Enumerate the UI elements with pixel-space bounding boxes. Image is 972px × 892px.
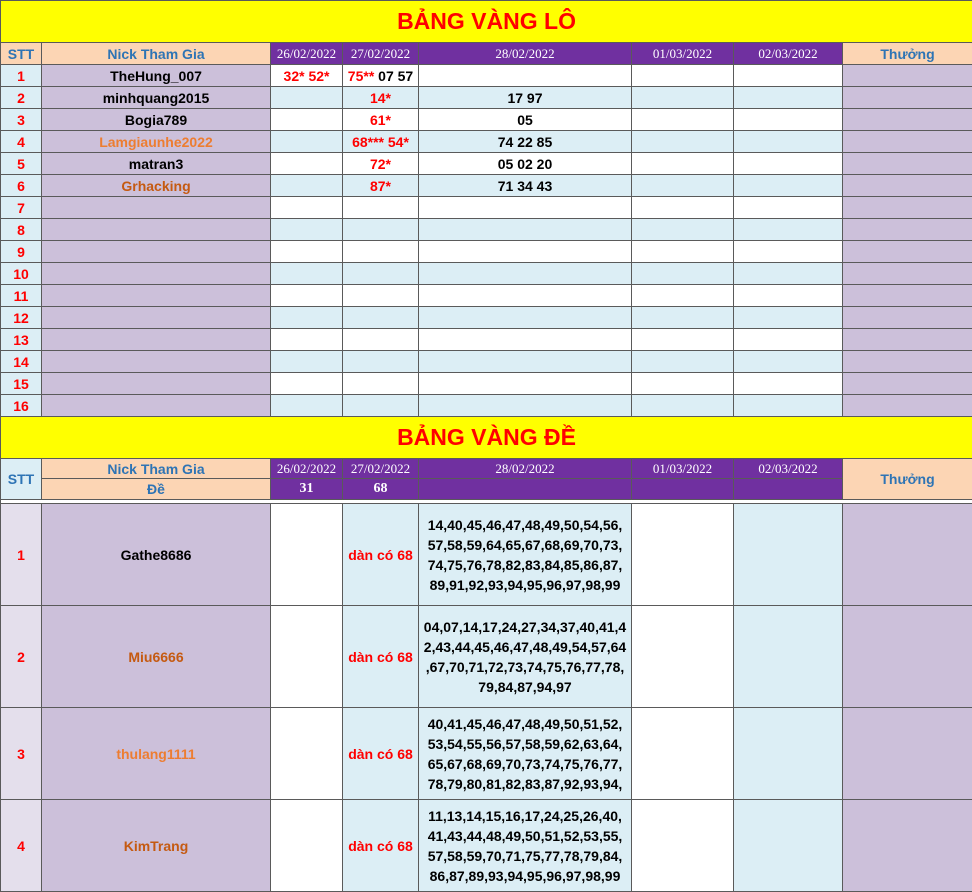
de-title: BẢNG VÀNG ĐỀ (1, 417, 972, 459)
lo-row-d2 (343, 65, 419, 87)
lo-row-d3 (419, 329, 632, 351)
lo-row-d3 (419, 307, 632, 329)
de-header-nick: Nick Tham Gia (42, 459, 271, 479)
lo-row-d3 (419, 65, 632, 87)
de-row-d4 (632, 504, 734, 606)
lo-row-d4 (632, 87, 734, 109)
lo-row-prize (843, 285, 972, 307)
lo-row-nick (42, 197, 271, 219)
lo-row-d4 (632, 175, 734, 197)
de-row-d1 (271, 606, 343, 708)
lo-row-d1 (271, 395, 343, 417)
lo-row (1, 219, 972, 241)
lo-row-d2 (343, 241, 419, 263)
lo-row-stt: 8 (1, 219, 42, 241)
lo-row-d5 (734, 351, 843, 373)
lo-row-prize (843, 131, 972, 153)
lo-row-d5 (734, 87, 843, 109)
lo-row-d1 (271, 87, 343, 109)
de-row-number-line: 41,43,44,48,49,50,51,52,53,55, (420, 826, 630, 846)
lo-row-stt: 14 (1, 351, 42, 373)
de-row-prize (843, 606, 972, 708)
lo-row-nick: minhquang2015 (42, 87, 271, 109)
lo-row-nick (42, 329, 271, 351)
de-row-d1 (271, 800, 343, 892)
lo-row (1, 263, 972, 285)
de-row-d5 (734, 800, 843, 892)
lo-row-nick (42, 373, 271, 395)
lo-row-d1 (271, 197, 343, 219)
lo-row-d2 (343, 395, 419, 417)
de-row-d2: dàn có 68 (343, 504, 419, 606)
de-header-stt: STT (1, 459, 42, 500)
lo-row-d2 (343, 153, 419, 175)
lo-row-d4 (632, 197, 734, 219)
lo-row-d2-hit: 75** (348, 68, 374, 84)
de-row-number-line: 86,87,89,93,94,95,96,97,98,99 (420, 866, 630, 886)
lo-row (1, 329, 972, 351)
lo-row-d2 (343, 219, 419, 241)
lo-row-d5 (734, 153, 843, 175)
lo-row-d4 (632, 351, 734, 373)
lo-row-d2 (343, 197, 419, 219)
lo-row (1, 87, 972, 109)
lo-row-d1 (271, 219, 343, 241)
de-row-d3 (419, 606, 632, 708)
de-row-number-line: 11,13,14,15,16,17,24,25,26,40, (420, 806, 630, 826)
lo-row (1, 197, 972, 219)
lo-row-d1: 32* 52* (271, 65, 343, 87)
lo-row (1, 175, 972, 197)
de-row-prize (843, 800, 972, 892)
de-row-nick: Gathe8686 (42, 504, 271, 606)
lo-row-stt: 6 (1, 175, 42, 197)
de-row-prize (843, 504, 972, 606)
de-row-number-line: 2,43,44,45,46,47,48,49,54,57,64 (420, 637, 630, 657)
lo-row-d2 (343, 109, 419, 131)
de-header-d5: 02/03/2022 (734, 459, 843, 479)
lo-row-d4 (632, 109, 734, 131)
lo-row-d5 (734, 175, 843, 197)
lo-row-d5 (734, 329, 843, 351)
de-row-d1 (271, 504, 343, 606)
lo-title: BẢNG VÀNG LÔ (1, 1, 972, 43)
de-row-d2: dàn có 68 (343, 800, 419, 892)
de-row-nick: KimTrang (42, 800, 271, 892)
de-row-number-line: ,67,70,71,72,73,74,75,76,77,78, (420, 657, 630, 677)
lo-row-d2 (343, 131, 419, 153)
de-result-d2: 68 (343, 479, 419, 500)
lo-row (1, 131, 972, 153)
lo-row-d3 (419, 373, 632, 395)
de-row-stt: 4 (1, 800, 42, 892)
lo-row-stt: 3 (1, 109, 42, 131)
de-row-d2: dàn có 68 (343, 606, 419, 708)
lo-row-d4 (632, 65, 734, 87)
lo-row-nick: Grhacking (42, 175, 271, 197)
lo-row-d3: 05 02 20 (419, 153, 632, 175)
lo-header-d1: 26/02/2022 (271, 43, 343, 65)
de-row-number-line: 57,58,59,64,65,67,68,69,70,73, (420, 535, 630, 555)
lo-row-d5 (734, 241, 843, 263)
lo-row-nick: Lamgiaunhe2022 (42, 131, 271, 153)
lo-row-stt: 12 (1, 307, 42, 329)
lo-row-nick: TheHung_007 (42, 65, 271, 87)
de-row-number-line: 79,84,87,94,97 (420, 677, 630, 697)
lo-row-stt: 16 (1, 395, 42, 417)
lo-row-prize (843, 329, 972, 351)
lo-row-d3 (419, 197, 632, 219)
de-row-stt: 1 (1, 504, 42, 606)
lo-row-d3: 17 97 (419, 87, 632, 109)
de-row-d3 (419, 504, 632, 606)
lo-row-prize (843, 351, 972, 373)
lo-row-d3 (419, 219, 632, 241)
lo-row-d2 (343, 373, 419, 395)
lo-row-d1 (271, 175, 343, 197)
de-result-d5 (734, 479, 843, 500)
lo-row-d1 (271, 241, 343, 263)
lo-row-d4 (632, 307, 734, 329)
de-row-stt: 2 (1, 606, 42, 708)
lo-row-stt: 7 (1, 197, 42, 219)
lo-row (1, 307, 972, 329)
lo-row (1, 373, 972, 395)
lo-row-d5 (734, 307, 843, 329)
lo-row-d3: 05 (419, 109, 632, 131)
lo-row-d3 (419, 351, 632, 373)
de-row-d4 (632, 708, 734, 800)
lo-row-d5 (734, 131, 843, 153)
lo-row-d4 (632, 329, 734, 351)
lo-row-nick (42, 263, 271, 285)
de-header-d1: 26/02/2022 (271, 459, 343, 479)
lo-row-d3: 74 22 85 (419, 131, 632, 153)
lo-row-d4 (632, 373, 734, 395)
lo-row-d1 (271, 153, 343, 175)
de-row-d4 (632, 800, 734, 892)
lo-row-d3 (419, 395, 632, 417)
lo-row-d4 (632, 395, 734, 417)
de-row-stt: 3 (1, 708, 42, 800)
lo-row-d5 (734, 395, 843, 417)
de-row-d3 (419, 800, 632, 892)
lo-row-stt: 2 (1, 87, 42, 109)
lo-row-nick (42, 219, 271, 241)
lo-row-d3 (419, 285, 632, 307)
lo-row-d1 (271, 307, 343, 329)
de-row-number-line: 14,40,45,46,47,48,49,50,54,56, (420, 515, 630, 535)
de-row (1, 504, 972, 606)
lo-row (1, 109, 972, 131)
lo-row-d2 (343, 263, 419, 285)
lo-row-d2 (343, 87, 419, 109)
de-table (0, 416, 972, 892)
lo-row-prize (843, 65, 972, 87)
lo-row-prize (843, 373, 972, 395)
lo-header-d3: 28/02/2022 (419, 43, 632, 65)
lo-row-d1 (271, 263, 343, 285)
lo-row-d1 (271, 351, 343, 373)
lo-row-d3 (419, 241, 632, 263)
lo-row-nick: matran3 (42, 153, 271, 175)
de-row-number-line: 89,91,92,93,94,95,96,97,98,99 (420, 575, 630, 595)
lo-row-d1 (271, 131, 343, 153)
lo-row-d1 (271, 329, 343, 351)
lo-row-prize (843, 241, 972, 263)
de-row (1, 606, 972, 708)
lo-row-d2 (343, 175, 419, 197)
lo-row-d4 (632, 131, 734, 153)
lo-row (1, 351, 972, 373)
de-result-d1: 31 (271, 479, 343, 500)
lo-row-prize (843, 219, 972, 241)
lo-row-prize (843, 263, 972, 285)
lo-row-stt: 10 (1, 263, 42, 285)
lo-row-d4 (632, 241, 734, 263)
de-row-number-line: 57,58,59,70,71,75,77,78,79,84, (420, 846, 630, 866)
lo-row-stt: 13 (1, 329, 42, 351)
lo-row-stt: 11 (1, 285, 42, 307)
de-row-number-line: 78,79,80,81,82,83,87,92,93,94, (420, 774, 630, 794)
lo-row-prize (843, 87, 972, 109)
lo-header-d5: 02/03/2022 (734, 43, 843, 65)
lo-header-prize: Thưởng (843, 43, 972, 65)
lo-row (1, 153, 972, 175)
lo-row-nick (42, 307, 271, 329)
lo-row-stt: 5 (1, 153, 42, 175)
de-row-number-line: 04,07,14,17,24,27,34,37,40,41,4 (420, 617, 630, 637)
lo-row-prize (843, 109, 972, 131)
lo-row-d4 (632, 285, 734, 307)
lo-row-d2-hit: 72* (370, 156, 391, 172)
lo-row-d5 (734, 197, 843, 219)
lo-row-prize (843, 395, 972, 417)
lo-row-nick: Bogia789 (42, 109, 271, 131)
de-header-d3: 28/02/2022 (419, 459, 632, 479)
lo-row-d1 (271, 373, 343, 395)
lo-table (0, 0, 972, 417)
de-row-number-line: 74,75,76,78,82,83,84,85,86,87, (420, 555, 630, 575)
lo-row-stt: 1 (1, 65, 42, 87)
de-header-d4: 01/03/2022 (632, 459, 734, 479)
lo-row-d5 (734, 285, 843, 307)
lo-row-d3 (419, 263, 632, 285)
lo-row-d5 (734, 109, 843, 131)
de-row-number-line: 65,67,68,69,70,73,74,75,76,77, (420, 754, 630, 774)
de-row-number-line: 40,41,45,46,47,48,49,50,51,52, (420, 714, 630, 734)
de-result-d4 (632, 479, 734, 500)
lo-row-nick (42, 351, 271, 373)
de-header-d2: 27/02/2022 (343, 459, 419, 479)
lo-header-d4: 01/03/2022 (632, 43, 734, 65)
lo-row-d1 (271, 285, 343, 307)
lo-body (1, 65, 972, 417)
lo-row-d5 (734, 373, 843, 395)
de-row-d5 (734, 504, 843, 606)
lo-header-stt: STT (1, 43, 42, 65)
lo-row-stt: 4 (1, 131, 42, 153)
lo-row (1, 285, 972, 307)
de-row-d5 (734, 606, 843, 708)
de-row-d4 (632, 606, 734, 708)
de-body (1, 504, 972, 892)
lo-row-d3: 71 34 43 (419, 175, 632, 197)
lo-row-stt: 15 (1, 373, 42, 395)
lo-row-d4 (632, 153, 734, 175)
de-row (1, 800, 972, 892)
lo-row-prize (843, 307, 972, 329)
lo-row-d2 (343, 329, 419, 351)
de-row-d2: dàn có 68 (343, 708, 419, 800)
lo-header-d2: 27/02/2022 (343, 43, 419, 65)
de-row-d3 (419, 708, 632, 800)
lo-row-prize (843, 175, 972, 197)
lo-row-d2 (343, 307, 419, 329)
lo-row-nick (42, 285, 271, 307)
lo-row-prize (843, 153, 972, 175)
lo-row-d2-hit: 68*** 54* (352, 134, 409, 150)
lo-row-d2-hit: 61* (370, 112, 391, 128)
lo-header-nick: Nick Tham Gia (42, 43, 271, 65)
lo-row-d1 (271, 109, 343, 131)
de-row-d1 (271, 708, 343, 800)
de-row-nick: Miu6666 (42, 606, 271, 708)
lo-row-d5 (734, 65, 843, 87)
lo-row (1, 241, 972, 263)
de-header-de-label: Đề (42, 479, 271, 500)
de-row (1, 708, 972, 800)
lo-row-prize (843, 197, 972, 219)
lo-row-stt: 9 (1, 241, 42, 263)
de-row-nick: thulang1111 (42, 708, 271, 800)
lo-row-d2 (343, 285, 419, 307)
lo-row-d4 (632, 219, 734, 241)
lo-row-nick (42, 241, 271, 263)
de-row-d5 (734, 708, 843, 800)
lo-row-d5 (734, 263, 843, 285)
de-header-prize: Thưởng (843, 459, 972, 500)
de-result-d3 (419, 479, 632, 500)
lo-row (1, 395, 972, 417)
de-row-number-line: 53,54,55,56,57,58,59,62,63,64, (420, 734, 630, 754)
lo-row-nick (42, 395, 271, 417)
lo-row (1, 65, 972, 87)
lo-row-d2-miss: 07 57 (374, 68, 413, 84)
lo-row-d2-hit: 87* (370, 178, 391, 194)
lo-row-d2-hit: 14* (370, 90, 391, 106)
lo-row-d5 (734, 219, 843, 241)
lo-row-d4 (632, 263, 734, 285)
lo-row-d2 (343, 351, 419, 373)
de-row-prize (843, 708, 972, 800)
